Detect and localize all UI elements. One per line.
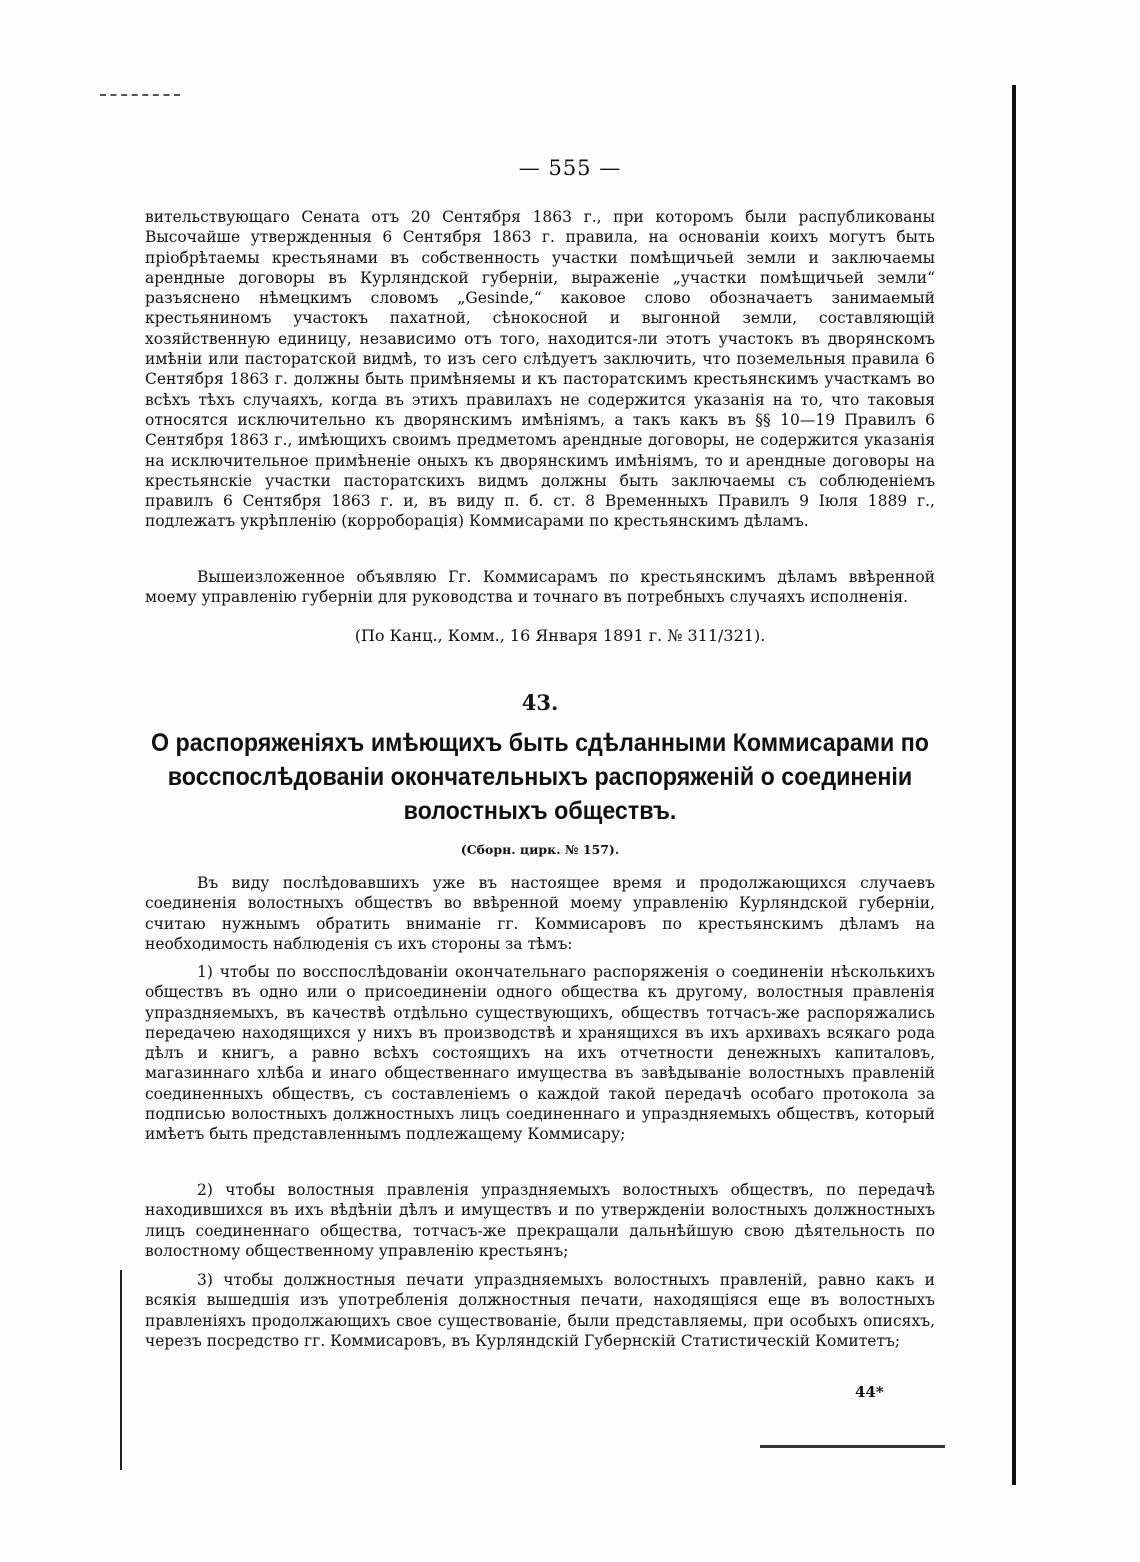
list-item-2-text: 2) чтобы волостныя правленія упраздняемыхъ волостныхъ обществъ, по передачѣ находившихся въ ихъ вѣдѣніи дѣлъ и имуществъ и по утвержденіи волостныхъ должностныхъ лицъ соединеннаго общества, тотчасъ-же прекращали дальнѣйшую свою дѣятельность по волостному общественному управленію крестьянъ; (145, 1181, 935, 1260)
paragraph-continuation (145, 207, 935, 532)
list-item-2 (145, 1180, 935, 1261)
list-item-3-text: 3) чтобы должностныя печати упраздняемыхъ волостныхъ правленій, равно какъ и всякія вышедшія изъ употребленія должностныя печати, находящіяся еще въ волостныхъ правленіяхъ продолжающихъ свое существованіе, были представляемы, при особыхъ описяхъ, черезъ посредство гг. Коммисаровъ, въ Курляндскій Губернскій Статистическій Комитетъ; (145, 1271, 935, 1350)
scan-artifact-bottom (760, 1445, 945, 1448)
section-number: 43. (521, 690, 559, 715)
list-item-1 (145, 962, 935, 1145)
scan-edge-left (120, 1270, 122, 1470)
scan-artifact-top (100, 94, 180, 98)
paragraph-1-text: вительствующаго Сената отъ 20 Сентября 1863 г., при которомъ были распубликованы Высочайше утвержденныя 6 Сентября 1863 г. правила, на основаніи коихъ могутъ быть пріобрѣтаемы крестьянами въ собственность участки помѣщичьей земли и заключаемы арендные договоры въ Курляндской губерніи, выраженіе „участки помѣщичьей земли“ разъяснено нѣмецкимъ словомъ „Gesinde,“ каковое слово обозначаетъ занимаемый крестьяниномъ участокъ пахатной, сѣнокосной и выгонной земли, составляющій хозяйственную единицу, независимо отъ того, находится-ли этотъ участокъ въ дворянскомъ имѣніи или пасторатской видмѣ, то изъ сего слѣдуетъ заключить, что поземельныя правила 6 Сентября 1863 г. должны быть примѣняемы и къ пасторатскимъ крестьянскимъ участкамъ во всѣхъ тѣхъ случаяхъ, когда въ этихъ правилахъ не содержится указанія на то, что таковыя относятся исключительно къ дворянскимъ имѣніямъ, а такъ какъ въ §§ 10—19 Правилъ 6 Сентября 1863 г., имѣющихъ своимъ предметомъ арендные договоры, не содержится указанія на исключительное примѣненіе оныхъ къ дворянскимъ имѣніямъ, то и арендные договоры на крестьянскіе участки пасторатскихъ видмъ должны быть заключаемы съ соблюденіемъ правилъ 6 Сентября 1863 г. и, въ виду п. б. ст. 8 Временныхъ Правилъ 9 Іюля 1889 г., подлежатъ укрѣпленію (корроборація) Коммисарами по крестьянскимъ дѣламъ. (145, 208, 935, 531)
list-item-1-text: 1) чтобы по восспослѣдованіи окончательнаго распоряженія о соединеніи нѣсколькихъ обществъ въ одно или о присоединеніи одного общества къ другому, волостныя правленія упраздняемыхъ, въ качествѣ отдѣльно существующихъ, обществъ тотчасъ-же распоряжались передачею находящихся у нихъ въ производствѣ и хранящихся въ ихъ архивахъ всякаго рода дѣлъ и книгъ, а равно всѣхъ состоящихъ на ихъ отчетности денежныхъ капиталовъ, магазиннаго хлѣба и инаго общественнаго имущества въ завѣдываніе волостныхъ правленій соединенныхъ обществъ, съ составленіемъ о каждой такой передачѣ особаго протокола за подписью волостныхъ должностныхъ лицъ соединеннаго и упраздняемыхъ обществъ, который имѣетъ быть представленнымъ подлежащему Коммисару; (145, 963, 935, 1144)
signature-mark: 44* (855, 1383, 884, 1401)
collection-reference: (Сборн. цирк. № 157). (460, 842, 620, 857)
paragraph-announcement (145, 567, 935, 608)
intro-paragraph-text: Въ виду послѣдовавшихъ уже въ настоящее время и продолжающихся случаевъ соединенія волостныхъ обществъ во ввѣренной моему управленію Курляндской губерніи, считаю нужнымъ обратить вниманіе гг. Коммисаровъ по крестьянскимъ дѣламъ на необходимость наблюденія съ ихъ стороны за тѣмъ: (145, 874, 935, 953)
chancellery-reference: (По Канц., Комм., 16 Января 1891 г. № 311/321). (354, 626, 766, 645)
scan-edge-right (1012, 85, 1016, 1485)
intro-paragraph (145, 873, 935, 954)
paragraph-2-text: Вышеизложенное объявляю Гг. Коммисарамъ по крестьянскимъ дѣламъ ввѣренной моему управленію губерніи для руководства и точнаго въ потребныхъ случаяхъ исполненія. (145, 568, 935, 607)
list-item-3 (145, 1270, 935, 1351)
page-number: — 555 — (518, 156, 622, 180)
section-title: О распоряженіяхъ имѣющихъ быть сдѣланными Коммисарами по восспослѣдованіи окончательныхъ распоряженій о соединеніи волостныхъ обществъ. (150, 729, 930, 825)
